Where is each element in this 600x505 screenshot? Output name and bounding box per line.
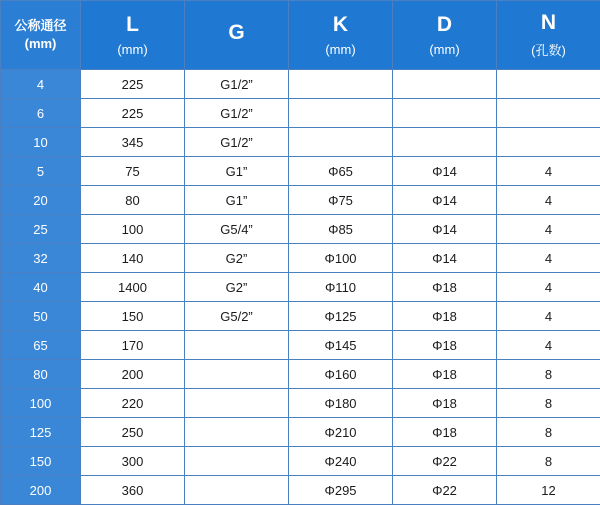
cell-hole-diameter-d [393,128,497,157]
table-row [1,418,600,447]
cell-hole-count-n: 4 [497,186,600,215]
cell-nominal-diameter: 20 [1,186,81,215]
cell-length-l: 225 [81,99,185,128]
cell-hole-diameter-d: Φ14 [393,215,497,244]
column-header-l-unit: (mm) [81,42,184,57]
cell-hole-count-n: 4 [497,215,600,244]
column-header-g [185,1,289,70]
table-body [1,70,600,505]
cell-length-l: 170 [81,331,185,360]
column-header-n-unit: (孔数) [497,40,600,59]
nominal-diameter-unit: (mm) [1,35,80,53]
cell-bolt-circle-k [289,99,393,128]
cell-nominal-diameter: 25 [1,215,81,244]
column-header-g-label: G [185,21,288,44]
cell-hole-count-n: 8 [497,447,600,476]
header-row [1,1,600,70]
cell-hole-diameter-d: Φ18 [393,360,497,389]
cell-nominal-diameter: 125 [1,418,81,447]
cell-thread-g [185,360,289,389]
cell-bolt-circle-k: Φ160 [289,360,393,389]
cell-thread-g: G1” [185,157,289,186]
column-header-d-unit: (mm) [393,42,496,57]
cell-hole-count-n: 8 [497,418,600,447]
cell-hole-diameter-d: Φ22 [393,447,497,476]
cell-hole-count-n [497,70,600,99]
column-header-k-label: K [289,13,392,36]
cell-hole-count-n: 8 [497,360,600,389]
table-row [1,331,600,360]
cell-nominal-diameter: 200 [1,476,81,505]
cell-length-l: 200 [81,360,185,389]
column-header-l-label: L [81,13,184,36]
cell-bolt-circle-k: Φ180 [289,389,393,418]
column-header-k [289,1,393,70]
table-row [1,302,600,331]
cell-hole-count-n: 4 [497,157,600,186]
cell-hole-count-n: 12 [497,476,600,505]
cell-nominal-diameter: 50 [1,302,81,331]
table-header [1,1,600,70]
cell-hole-count-n [497,99,600,128]
cell-length-l: 75 [81,157,185,186]
cell-thread-g: G1/2” [185,99,289,128]
cell-length-l: 150 [81,302,185,331]
cell-length-l: 300 [81,447,185,476]
cell-bolt-circle-k: Φ100 [289,244,393,273]
cell-bolt-circle-k: Φ65 [289,157,393,186]
cell-length-l: 80 [81,186,185,215]
column-header-nominal-diameter [1,1,81,70]
cell-thread-g [185,418,289,447]
cell-thread-g [185,447,289,476]
cell-bolt-circle-k: Φ85 [289,215,393,244]
cell-bolt-circle-k [289,70,393,99]
column-header-d-label: D [393,13,496,36]
cell-bolt-circle-k: Φ125 [289,302,393,331]
cell-hole-count-n: 4 [497,331,600,360]
cell-hole-count-n: 4 [497,273,600,302]
cell-nominal-diameter: 32 [1,244,81,273]
cell-nominal-diameter: 40 [1,273,81,302]
cell-thread-g: G5/4” [185,215,289,244]
cell-hole-count-n: 4 [497,244,600,273]
cell-bolt-circle-k: Φ240 [289,447,393,476]
table-row [1,389,600,418]
table-row [1,447,600,476]
cell-thread-g: G2” [185,244,289,273]
table-row [1,99,600,128]
cell-length-l: 100 [81,215,185,244]
cell-length-l: 360 [81,476,185,505]
cell-nominal-diameter: 150 [1,447,81,476]
column-header-k-unit: (mm) [289,42,392,57]
cell-length-l: 1400 [81,273,185,302]
cell-hole-diameter-d: Φ22 [393,476,497,505]
column-header-l [81,1,185,70]
cell-hole-diameter-d: Φ18 [393,389,497,418]
cell-bolt-circle-k: Φ210 [289,418,393,447]
cell-bolt-circle-k: Φ110 [289,273,393,302]
cell-hole-diameter-d [393,99,497,128]
cell-length-l: 345 [81,128,185,157]
cell-hole-diameter-d: Φ18 [393,302,497,331]
column-header-d [393,1,497,70]
table-row [1,273,600,302]
nominal-diameter-label: 公称通径 [1,17,80,35]
cell-thread-g [185,389,289,418]
cell-thread-g: G2” [185,273,289,302]
cell-nominal-diameter: 10 [1,128,81,157]
cell-thread-g: G1/2” [185,70,289,99]
cell-length-l: 140 [81,244,185,273]
column-header-n [497,1,600,70]
cell-nominal-diameter: 6 [1,99,81,128]
cell-hole-count-n [497,128,600,157]
table-row [1,70,600,99]
cell-nominal-diameter: 65 [1,331,81,360]
cell-hole-count-n: 8 [497,389,600,418]
cell-hole-diameter-d: Φ14 [393,244,497,273]
table-row [1,128,600,157]
cell-hole-diameter-d: Φ14 [393,186,497,215]
cell-nominal-diameter: 5 [1,157,81,186]
cell-hole-diameter-d: Φ18 [393,418,497,447]
table-row [1,215,600,244]
cell-thread-g: G1” [185,186,289,215]
cell-nominal-diameter: 100 [1,389,81,418]
cell-thread-g: G1/2” [185,128,289,157]
cell-nominal-diameter: 4 [1,70,81,99]
cell-hole-diameter-d: Φ18 [393,331,497,360]
cell-thread-g [185,331,289,360]
cell-hole-diameter-d [393,70,497,99]
cell-hole-diameter-d: Φ18 [393,273,497,302]
cell-thread-g: G5/2” [185,302,289,331]
cell-hole-count-n: 4 [497,302,600,331]
cell-bolt-circle-k [289,128,393,157]
column-header-n-label: N [497,11,600,34]
cell-bolt-circle-k: Φ145 [289,331,393,360]
cell-length-l: 225 [81,70,185,99]
cell-bolt-circle-k: Φ295 [289,476,393,505]
table-row [1,244,600,273]
table-row [1,186,600,215]
cell-bolt-circle-k: Φ75 [289,186,393,215]
cell-length-l: 250 [81,418,185,447]
table-row [1,157,600,186]
table-row [1,360,600,389]
cell-hole-diameter-d: Φ14 [393,157,497,186]
cell-length-l: 220 [81,389,185,418]
cell-nominal-diameter: 80 [1,360,81,389]
